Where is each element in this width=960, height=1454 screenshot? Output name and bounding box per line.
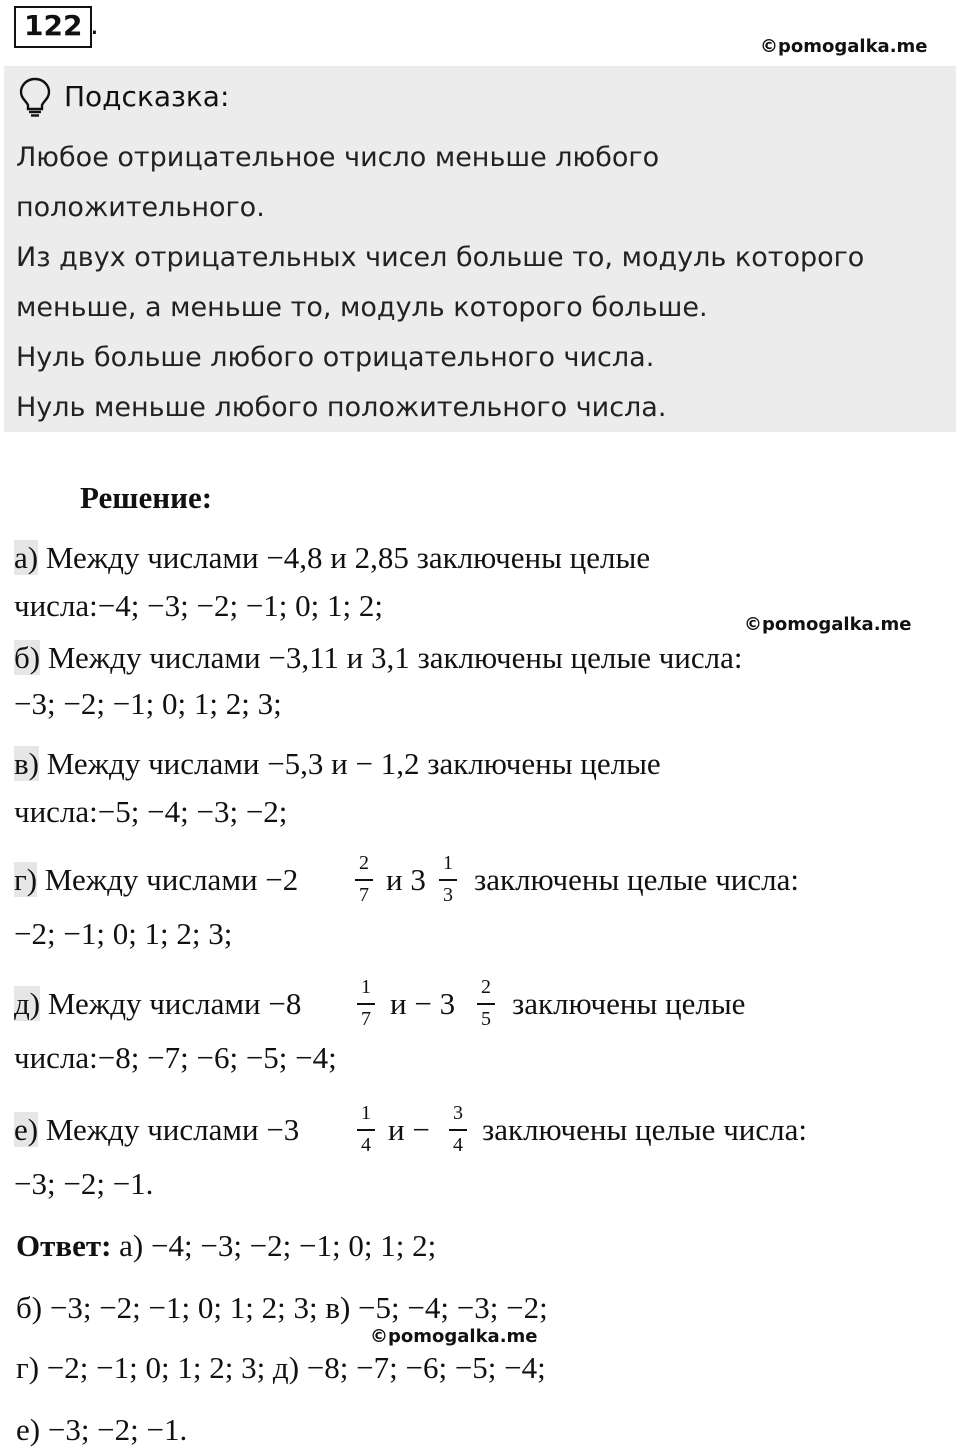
hint-line-6: Нуль меньше любого положительного числа. (16, 392, 667, 423)
watermark-middle: ©pomogalka.me (744, 614, 912, 635)
item-g-frac2-bar (439, 879, 457, 881)
hint-line-4: меньше, а меньше то, модуль которого больше. (16, 292, 708, 323)
answer-label: Ответ: (16, 1228, 112, 1263)
item-d-frac2-num: 2 (481, 976, 491, 998)
item-a-letter: а) (14, 540, 39, 575)
item-e-text3: заключены целые числа: (482, 1112, 807, 1147)
item-e-text2: и − (388, 1112, 430, 1147)
item-b-letter: б) (14, 640, 41, 675)
answer-a: а) −4; −3; −2; −1; 0; 1; 2; (111, 1228, 437, 1263)
answer-line-gd: г) −2; −1; 0; 1; 2; 3; д) −8; −7; −6; −5; −4; (16, 1350, 546, 1385)
item-e-letter: е) (14, 1112, 39, 1147)
item-e-frac2-num: 3 (453, 1102, 463, 1124)
item-d-frac2-bar (477, 1003, 495, 1005)
item-d-frac1-num: 1 (361, 976, 371, 998)
item-g-text2: и 3 (386, 862, 426, 897)
item-e-line1 (14, 1112, 299, 1148)
watermark-bottom: ©pomogalka.me (370, 1326, 538, 1347)
item-d-text3: заключены целые (512, 986, 746, 1021)
problem-number-dot: . (90, 8, 99, 41)
item-v-text: Между числами −5,3 и − 1,2 заключены целые (38, 746, 661, 781)
item-v-line1 (14, 746, 661, 782)
item-d-line1 (14, 986, 301, 1022)
item-v-line2: числа:−5; −4; −3; −2; (14, 794, 288, 829)
item-e-frac1-bar (357, 1129, 375, 1131)
item-d-text2: и − 3 (390, 986, 456, 1021)
item-b-line2: −3; −2; −1; 0; 1; 2; 3; (14, 686, 282, 721)
item-g-frac1-num: 2 (359, 852, 369, 874)
item-e-frac2-bar (449, 1129, 467, 1131)
item-d-frac1-bar (357, 1003, 375, 1005)
answer-line-a (16, 1228, 436, 1264)
hint-title: Подсказка: (64, 80, 230, 113)
item-d-letter: д) (14, 986, 41, 1021)
problem-number: 122 (14, 6, 92, 48)
hint-line-5: Нуль больше любого отрицательного числа. (16, 342, 655, 373)
item-e-line2: −3; −2; −1. (14, 1166, 154, 1201)
solution-heading: Решение: (80, 480, 213, 515)
item-a-text: Между числами −4,8 и 2,85 заключены целые (38, 540, 651, 575)
item-v-letter: в) (14, 746, 39, 781)
item-g-frac1-den: 7 (359, 884, 369, 906)
hint-line-2: положительного. (16, 192, 265, 223)
lightbulb-icon (18, 76, 52, 118)
item-e-text1: Между числами −3 (38, 1112, 300, 1147)
item-b-line1 (14, 640, 742, 676)
item-e-frac2-den: 4 (453, 1134, 463, 1156)
item-b-text: Между числами −3,11 и 3,1 заключены целые числа: (40, 640, 743, 675)
item-d-frac2-den: 5 (481, 1008, 491, 1030)
item-g-line1 (14, 862, 298, 898)
watermark-top: ©pomogalka.me (760, 36, 928, 57)
item-a-line2: числа:−4; −3; −2; −1; 0; 1; 2; (14, 588, 384, 623)
item-g-text1: Между числами −2 (37, 862, 299, 897)
item-g-frac1-bar (355, 879, 373, 881)
item-g-text3: заключены целые числа: (474, 862, 799, 897)
answer-line-e: е) −3; −2; −1. (16, 1412, 188, 1447)
item-g-line2: −2; −1; 0; 1; 2; 3; (14, 916, 233, 951)
item-d-frac1-den: 7 (361, 1008, 371, 1030)
item-d-text1: Между числами −8 (40, 986, 302, 1021)
item-g-letter: г) (14, 862, 38, 897)
hint-line-1: Любое отрицательное число меньше любого (16, 142, 660, 173)
item-g-frac2-den: 3 (443, 884, 453, 906)
item-e-frac1-num: 1 (361, 1102, 371, 1124)
hint-line-3: Из двух отрицательных чисел больше то, модуль которого (16, 242, 865, 273)
item-e-frac1-den: 4 (361, 1134, 371, 1156)
answer-line-bv: б) −3; −2; −1; 0; 1; 2; 3; в) −5; −4; −3; −2; (16, 1290, 548, 1325)
item-d-line2: числа:−8; −7; −6; −5; −4; (14, 1040, 337, 1075)
item-g-frac2-num: 1 (443, 852, 453, 874)
item-a-line1 (14, 540, 650, 576)
